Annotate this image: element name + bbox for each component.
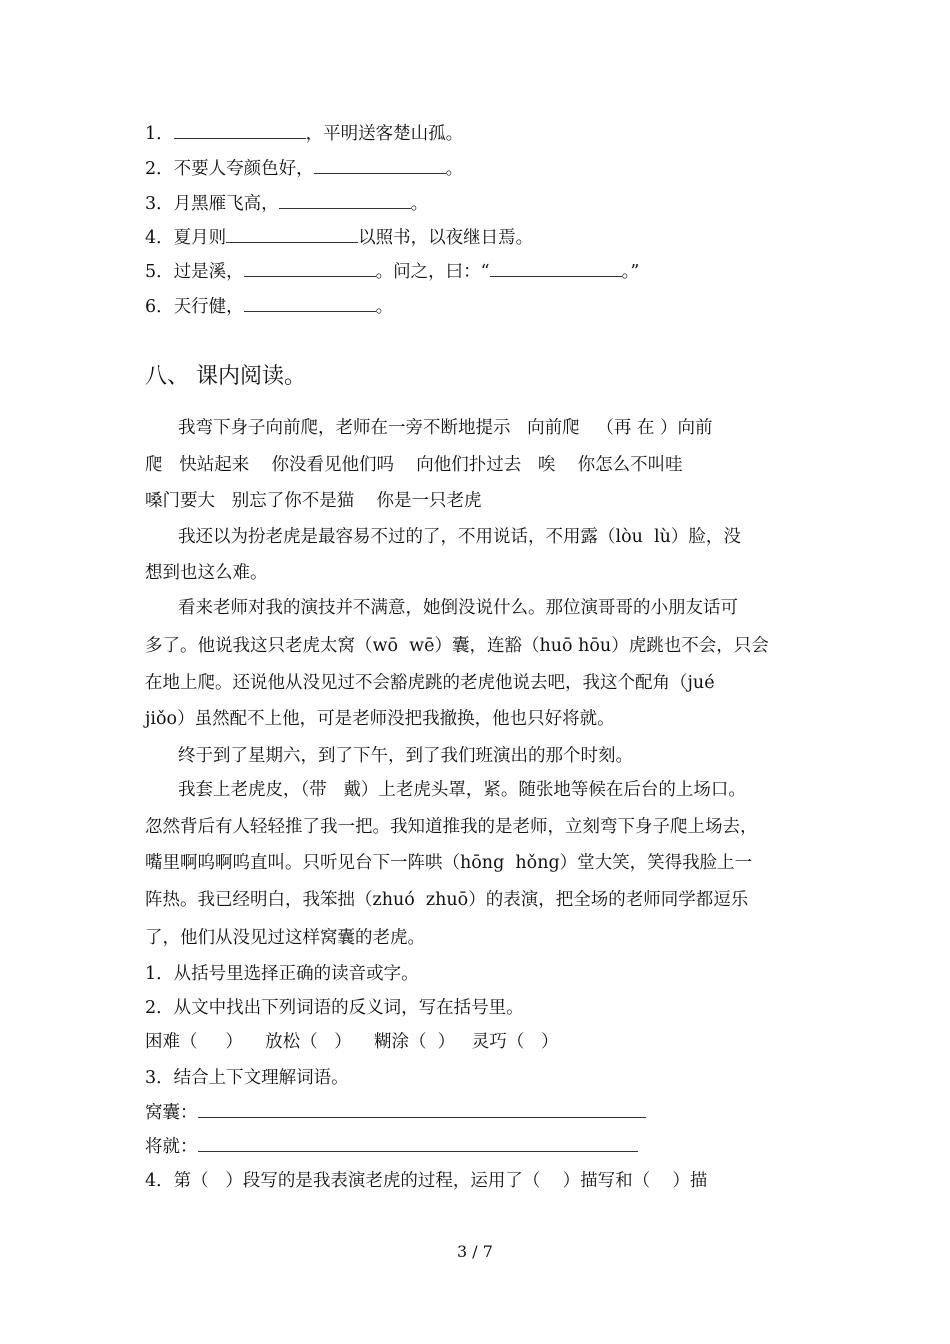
answer-blank[interactable] [226, 226, 358, 243]
passage-line: 爬 快站起来 你没看见他们吗 向他们扑过去 唉 你怎么不叫哇 [145, 455, 683, 475]
answer-blank[interactable] [174, 122, 306, 139]
passage-line: 终于到了星期六，到了下午，到了我们班演出的那个时刻。 [178, 746, 633, 766]
answer-blank[interactable] [490, 260, 622, 277]
fill-item-5: 5．过是溪， 。问之，曰：“ 。” [145, 262, 640, 282]
passage-line: 嗓门要大 别忘了你不是猫 你是一只老虎 [145, 491, 482, 511]
passage-line: 阵热。我已经明白，我笨拙（zhuó zhuō）的表演，把全场的老师同学都逗乐 [145, 890, 749, 910]
passage-line: 忽然背后有人轻轻推了我一把。我知道推我的是老师，立刻弯下身子爬上场去， [145, 817, 758, 837]
fill-item-4: 4．夏月则 以照书，以夜继日焉。 [145, 228, 534, 248]
question-3-a: 窝囊： [145, 1101, 646, 1124]
answer-blank[interactable] [198, 1135, 638, 1152]
question-4: 4．第（ ）段写的是我表演老虎的过程，运用了（ ）描写和（ ）描 [145, 1171, 708, 1191]
answer-blank[interactable] [198, 1101, 646, 1118]
passage-line: 我还以为扮老虎是最容易不过的了，不用说话，不用露（lòu lù）脸，没 [178, 527, 741, 547]
answer-blank[interactable] [244, 295, 376, 312]
passage-line: jiǒo）虽然配不上他，可是老师没把我撤换，他也只好将就。 [145, 709, 615, 729]
question-2: 2．从文中找出下列词语的反义词，写在括号里。 [145, 998, 524, 1018]
fill-item-2: 2．不要人夸颜色好， 。 [145, 159, 464, 179]
fill-item-6: 6．天行健， 。 [145, 297, 394, 317]
passage-line: 我套上老虎皮，（带 戴）上老虎头罩，紧。随张地等候在后台的上场口。 [178, 780, 746, 800]
fill-item-1: 1． ，平明送客楚山孤。 [145, 124, 464, 144]
passage-line: 我弯下身子向前爬，老师在一旁不断地提示 向前爬 （再 在 ）向前 [178, 418, 713, 438]
question-2-items: 困难（ ） 放松（ ） 糊涂（ ） 灵巧（ ） [145, 1032, 559, 1052]
section-title: 八、 课内阅读。 [145, 364, 306, 389]
page-number: 3 / 7 [457, 1242, 493, 1261]
question-3: 3．结合上下文理解词语。 [145, 1068, 349, 1088]
passage-line: 嘴里啊呜啊呜直叫。只听见台下一阵哄（hōng hǒng）堂大笑，笑得我脸上一 [145, 853, 753, 873]
question-1: 1．从括号里选择正确的读音或字。 [145, 964, 419, 984]
passage-line: 想到也这么难。 [145, 563, 268, 583]
answer-blank[interactable] [244, 260, 376, 277]
question-3-b: 将就： [145, 1135, 638, 1158]
fill-item-3: 3．月黑雁飞高， 。 [145, 194, 429, 214]
answer-blank[interactable] [279, 192, 411, 209]
passage-line: 多了。他说我这只老虎太窝（wō wē）囊，连豁（huō hōu）虎跳也不会，只会 [145, 636, 769, 656]
passage-line: 了，他们从没见过这样窝囊的老虎。 [145, 928, 425, 948]
answer-blank[interactable] [314, 157, 446, 174]
passage-line: 在地上爬。还说他从没见过不会豁虎跳的老虎他说去吧，我这个配角（jué [145, 673, 715, 693]
passage-line: 看来老师对我的演技并不满意，她倒没说什么。那位演哥哥的小朋友话可 [178, 598, 738, 618]
